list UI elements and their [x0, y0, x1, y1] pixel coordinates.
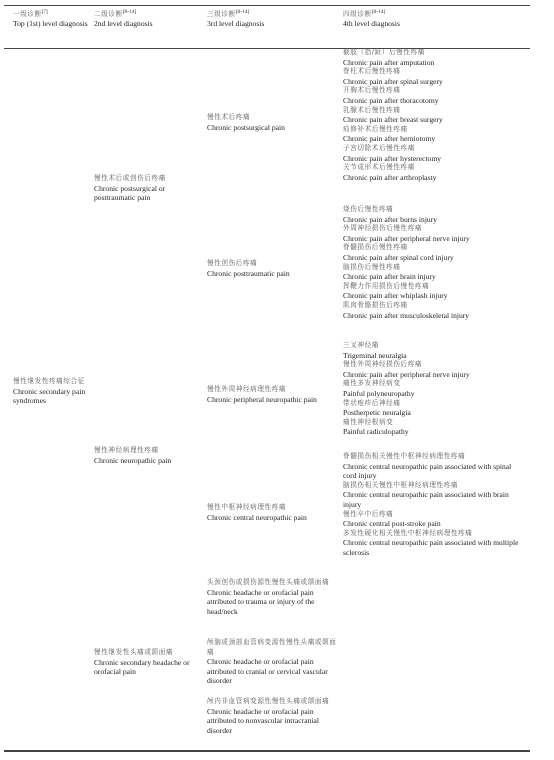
level4-en: Chronic pain after peripheral nerve injury	[343, 369, 470, 379]
level4-en: Chronic pain after burns injury	[343, 214, 438, 224]
level4-group	[343, 452, 525, 558]
level3-cn: 颅脑或颈部血管病变源性慢性头痛或颌面痛	[207, 638, 337, 656]
level4-en: Chronic pain after amputation	[343, 57, 435, 67]
level4-cn: 脊柱术后慢性疼痛	[343, 67, 401, 76]
level4-en: Chronic pain after thoracotomy	[343, 95, 439, 105]
level2-en: Chronic secondary headache or orofacial pain	[94, 657, 190, 677]
level4-cn: 外周神经损伤后慢性疼痛	[343, 224, 423, 233]
level4-en: Postherpetic neuralgia	[343, 408, 411, 418]
level3-item	[207, 259, 337, 278]
level3-en: Chronic headache or orofacial pain attributed to cranial or cervical vascular disorder	[207, 657, 328, 686]
level4-en: Chronic central neuropathic pain associated with spinal cord injury	[343, 461, 512, 481]
level4-en: Chronic pain after peripheral nerve injury	[343, 233, 470, 243]
level3-en: Chronic headache or orofacial pain attributed to trauma or injury of the head/neck	[207, 587, 315, 616]
level4-en: Chronic pain after spinal surgery	[343, 76, 443, 86]
level3-cn: 头颈创伤或损伤源性慢性头痛或颌面痛	[207, 578, 330, 586]
level2-cn: 慢性继发性头痛或颌面痛	[94, 648, 174, 656]
level3-en: Chronic postsurgical pain	[207, 122, 285, 132]
level4-cn: 关节成形术后慢性疼痛	[343, 163, 415, 172]
level3-cn: 慢性中枢神经病理性疼痛	[207, 503, 287, 511]
level3-cn: 慢性术后疼痛	[207, 113, 251, 121]
level4-cn: 开胸术后慢性疼痛	[343, 86, 401, 95]
level3-item	[207, 638, 337, 686]
top-level-diagnosis	[13, 377, 93, 406]
top-level-en: Chronic secondary pain syndromes	[13, 386, 86, 406]
level4-cn: 脑损伤后慢性疼痛	[343, 262, 401, 271]
level4-en: Chronic pain after spinal cord injury	[343, 252, 454, 262]
level4-en: Chronic pain after herniotomy	[343, 134, 436, 144]
level4-en: Trigeminal neuralgia	[343, 350, 407, 360]
level4-group	[343, 205, 525, 320]
level2-cn: 慢性术后或创伤后疼痛	[94, 174, 166, 182]
table-top-rule	[4, 5, 530, 6]
level3-item	[207, 113, 337, 132]
level4-cn: 疝修补术后慢性疼痛	[343, 124, 408, 133]
level4-cn: 痛性神经根病变	[343, 417, 394, 426]
level4-cn: 多发性硬化相关慢性中枢神经病理性疼痛	[343, 528, 473, 537]
level3-item	[207, 697, 337, 735]
header-level2-en: 2nd level diagnosis	[94, 19, 153, 29]
level4-cn: 肌肉骨骼损伤后疼痛	[343, 300, 408, 309]
level4-cn: 烧伤后慢性疼痛	[343, 205, 394, 213]
header-level4-en: 4th level diagnosis	[343, 19, 400, 29]
level4-cn: 截肢（指/趾）后慢性疼痛	[343, 48, 425, 56]
level3-cn: 颅内非血管病变源性慢性头痛或颌面痛	[207, 697, 330, 705]
level4-cn: 三叉神经痛	[343, 341, 379, 349]
level3-en: Chronic peripheral neuropathic pain	[207, 394, 317, 404]
level2-en: Chronic neuropathic pain	[94, 455, 172, 465]
level4-en: Chronic pain after musculoskeletal injury	[343, 310, 470, 320]
level4-en: Painful polyneuropathy	[343, 388, 415, 398]
level2-cn: 慢性神经病理性疼痛	[94, 446, 159, 454]
level4-en: Chronic pain after hysterectomy	[343, 153, 442, 163]
header-level2-ref: [8–14]	[122, 10, 137, 15]
level3-item	[207, 503, 337, 522]
header-level4-ref: [8–14]	[371, 10, 386, 15]
header-level2-cn: 二级诊断	[94, 10, 123, 18]
header-level1-cn: 一级诊断	[13, 10, 42, 18]
level4-cn: 慢性卒中后疼痛	[343, 509, 394, 518]
level4-en: Chronic central neuropathic pain associated with multiple sclerosis	[343, 538, 519, 557]
level3-cn: 慢性创伤后疼痛	[207, 259, 258, 267]
header-level2	[94, 9, 202, 29]
level4-group	[343, 341, 525, 437]
level4-en: Chronic pain after arthroplasty	[343, 172, 437, 182]
level4-cn: 带状疱疹后神经痛	[343, 398, 401, 407]
header-level4	[343, 9, 525, 29]
level3-en: Chronic central neuropathic pain	[207, 512, 307, 522]
level3-item	[207, 578, 337, 616]
level4-en: Chronic central neuropathic pain associated with brain injury	[343, 490, 509, 509]
level4-en: Chronic pain after breast surgery	[343, 115, 443, 125]
header-level1-en: Top (1st) level diagnosis	[13, 19, 88, 29]
table-bottom-rule	[4, 750, 530, 752]
top-level-cn: 慢性继发性疼痛综合征	[13, 377, 85, 385]
header-level3-ref: [8–14]	[235, 10, 250, 15]
level4-cn: 脊髓损伤相关慢性中枢神经病理性疼痛	[343, 452, 466, 460]
header-level3-en: 3rd level diagnosis	[207, 19, 265, 29]
header-level1-ref: [7]	[41, 10, 48, 15]
level2-item	[94, 446, 202, 465]
level4-en: Chronic pain after brain injury	[343, 272, 436, 282]
level2-item	[94, 174, 202, 203]
level4-cn: 挥鞭力作用损伤后慢性疼痛	[343, 281, 430, 290]
header-level1	[13, 9, 89, 29]
level4-cn: 子宫切除术后慢性疼痛	[343, 143, 415, 152]
level4-cn: 乳腺术后慢性疼痛	[343, 105, 401, 114]
level4-en: Painful radiculopathy	[343, 427, 409, 437]
level4-group	[343, 48, 525, 182]
level3-en: Chronic posttraumatic pain	[207, 268, 290, 278]
level4-cn: 痛性多发神经病变	[343, 379, 401, 388]
level3-item	[207, 385, 337, 404]
header-level3-cn: 三级诊断	[207, 10, 236, 18]
level3-cn: 慢性外周神经病理性疼痛	[207, 385, 287, 393]
level4-cn: 慢性外周神经损伤后疼痛	[343, 360, 423, 369]
level4-cn: 脑损伤相关慢性中枢神经病理性疼痛	[343, 480, 459, 489]
level2-en: Chronic postsurgical or posttraumatic pain	[94, 183, 166, 203]
header-level4-cn: 四级诊断	[343, 10, 372, 18]
header-level3	[207, 9, 337, 29]
level4-cn: 脊髓损伤后慢性疼痛	[343, 243, 408, 252]
level2-item	[94, 648, 204, 677]
level4-en: Chronic pain after whiplash injury	[343, 291, 448, 301]
level4-en: Chronic central post-stroke pain	[343, 519, 441, 529]
level3-en: Chronic headache or orofacial pain attributed to nonvascular intracranial disorder	[207, 706, 319, 735]
